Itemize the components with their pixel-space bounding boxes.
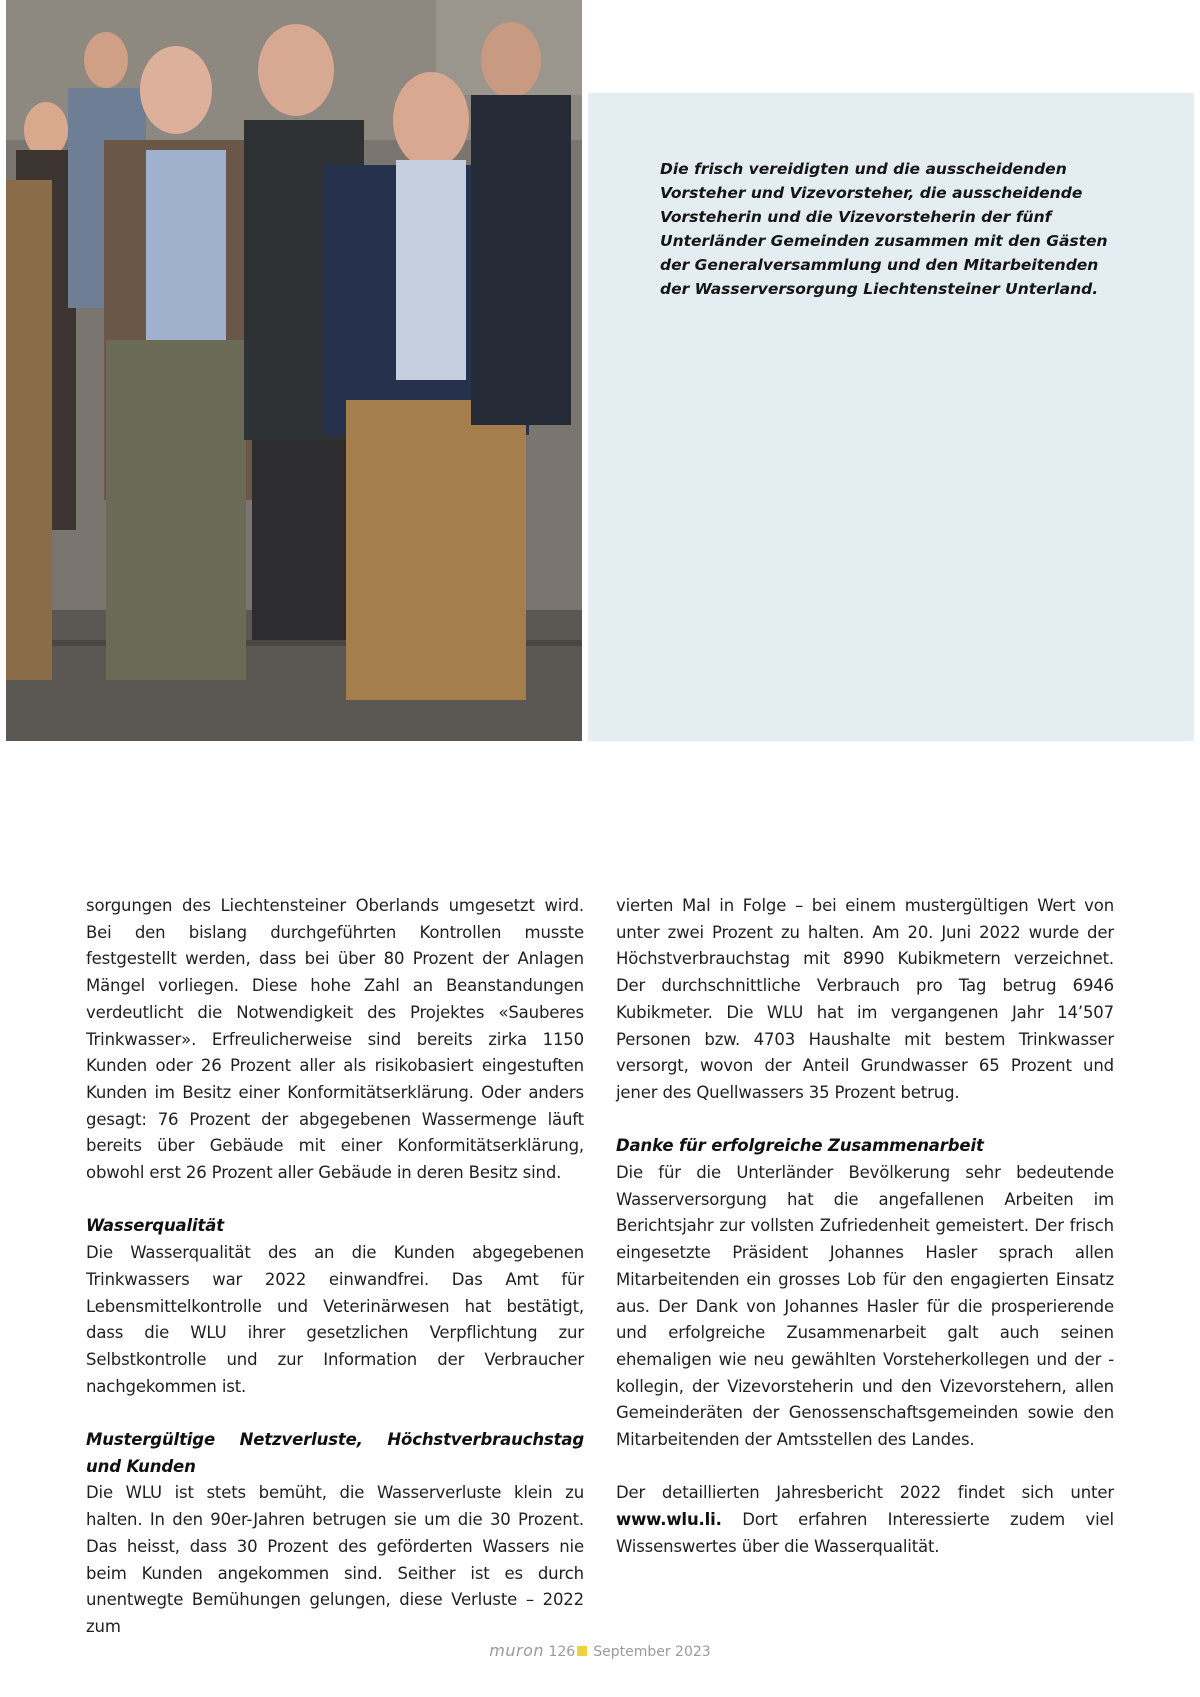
- group-photo: [6, 0, 582, 741]
- separator-square: [577, 1646, 587, 1656]
- page-footer: [0, 1641, 1200, 1660]
- photo-caption: Die frisch vereidigten und die ausscheidenden Vorsteher und Vizevorsteher, die ausscheidende Vorsteherin und die Vizevorsteherin der fünf Unterländer Gemeinden zusammen mit den Gästen der Generalversammlung und den Mitarbeitenden der Wasserversorgung Liechtensteiner Unterland.: [660, 160, 1108, 298]
- heading-thanks: Danke für erfolgreiche Zusammenarbeit: [616, 1136, 984, 1156]
- report-text-before: Der detaillierten Jahresbericht 2022 findet sich unter: [616, 1483, 1114, 1503]
- heading-network-losses: Mustergültige Netzverluste, Höchstverbrauchstag und Kunden: [86, 1430, 584, 1476]
- heading-water-quality: Wasserqualität: [86, 1216, 224, 1236]
- group-photo-illustration: [6, 0, 582, 741]
- issue-number: 126: [548, 1644, 576, 1660]
- thanks-paragraph: Die für die Unterländer Bevölkerung sehr bedeutende Wasserversorgung hat die angefallenen Arbeiten im Berichtsjahr zur vollsten Zufriedenheit gemeistert. Der frisch eingesetzte Präsident Johannes Hasler sprach allen Mitarbeitenden ein grosses Lob für den engagierten Einsatz aus. Der Dank von Johannes Hasler für die prosperierende und erfolgreiche Zusammenarbeit galt auch seinen ehemaligen wie neu gewählten Vorsteherkollegen und der -kollegin, der Vizevorsteherin und den Vizevorstehern, allen Gemeinderäten der Genossenschaftsgemeinden sowie den Mitarbeitenden der Amtsstellen des Landes.: [616, 1163, 1114, 1450]
- magazine-brand: muron: [489, 1641, 545, 1660]
- text-column-right: [616, 893, 1114, 1561]
- spacer: [86, 1187, 584, 1214]
- network-losses-paragraph: Die WLU ist stets bemüht, die Wasserverluste klein zu halten. In den 90er-Jahren betrugen sie um die 30 Prozent. Das heisst, dass 30 Prozent des geförderten Wassers nie beim Kunden angekommen sind. Seither ist es durch unentwegte Bemühungen gelungen, diese Verluste – 2022 zum: [86, 1483, 584, 1636]
- issue-date: September 2023: [593, 1644, 711, 1660]
- intro-paragraph: sorgungen des Liechtensteiner Oberlands umgesetzt wird. Bei den bislang durchgeführten Kontrollen musste festgestellt werden, dass bei über 80 Prozent der Anlagen Mängel vorliegen. Diese hohe Zahl an Beanstandungen verdeutlicht die Notwendigkeit des Projektes «Sauberes Trinkwasser». Erfreulicherweise sind bereits zirka 1150 Kunden oder 26 Prozent aller als risikobasiert eingestuften Kunden im Besitz einer Konformitätserklärung. Oder anders gesagt: 76 Prozent der abgegebenen Wassermenge läuft bereits über Gebäude mit einer Konformitätserklärung, obwohl erst 26 Prozent aller Gebäude in deren Besitz sind.: [86, 896, 584, 1183]
- spacer: [86, 1400, 584, 1427]
- website-link[interactable]: www.wlu.li.: [616, 1510, 722, 1530]
- continuation-paragraph: vierten Mal in Folge – bei einem mustergültigen Wert von unter zwei Prozent zu halten. Am 20. Juni 2022 wurde der Höchstverbrauchstag mit 8990 Kubikmetern verzeichnet. Der durchschnittliche Verbrauch pro Tag betrug 6946 Kubikmeter. Die WLU hat im vergangenen Jahr 14’507 Personen bzw. 4703 Haushalte mit bestem Trinkwasser versorgt, wovon der Anteil Grundwasser 65 Prozent und jener des Quellwassers 35 Prozent betrug.: [616, 896, 1114, 1102]
- spacer: [616, 1107, 1114, 1134]
- annual-report-paragraph: [616, 1480, 1114, 1560]
- text-column-left: [86, 893, 584, 1641]
- spacer: [616, 1454, 1114, 1481]
- report-text-after: Dort erfahren Interessierte zudem viel Wissenswertes über die Wasserqualität.: [616, 1510, 1114, 1556]
- water-quality-paragraph: Die Wasserqualität des an die Kunden abgegebenen Trinkwassers war 2022 einwandfrei. Das Amt für Lebensmittelkontrolle und Veterinärwesen hat bestätigt, dass die WLU ihrer gesetzlichen Verpflichtung zur Selbstkontrolle und zur Information der Verbraucher nachgekommen ist.: [86, 1243, 584, 1396]
- caption-box: [588, 93, 1194, 741]
